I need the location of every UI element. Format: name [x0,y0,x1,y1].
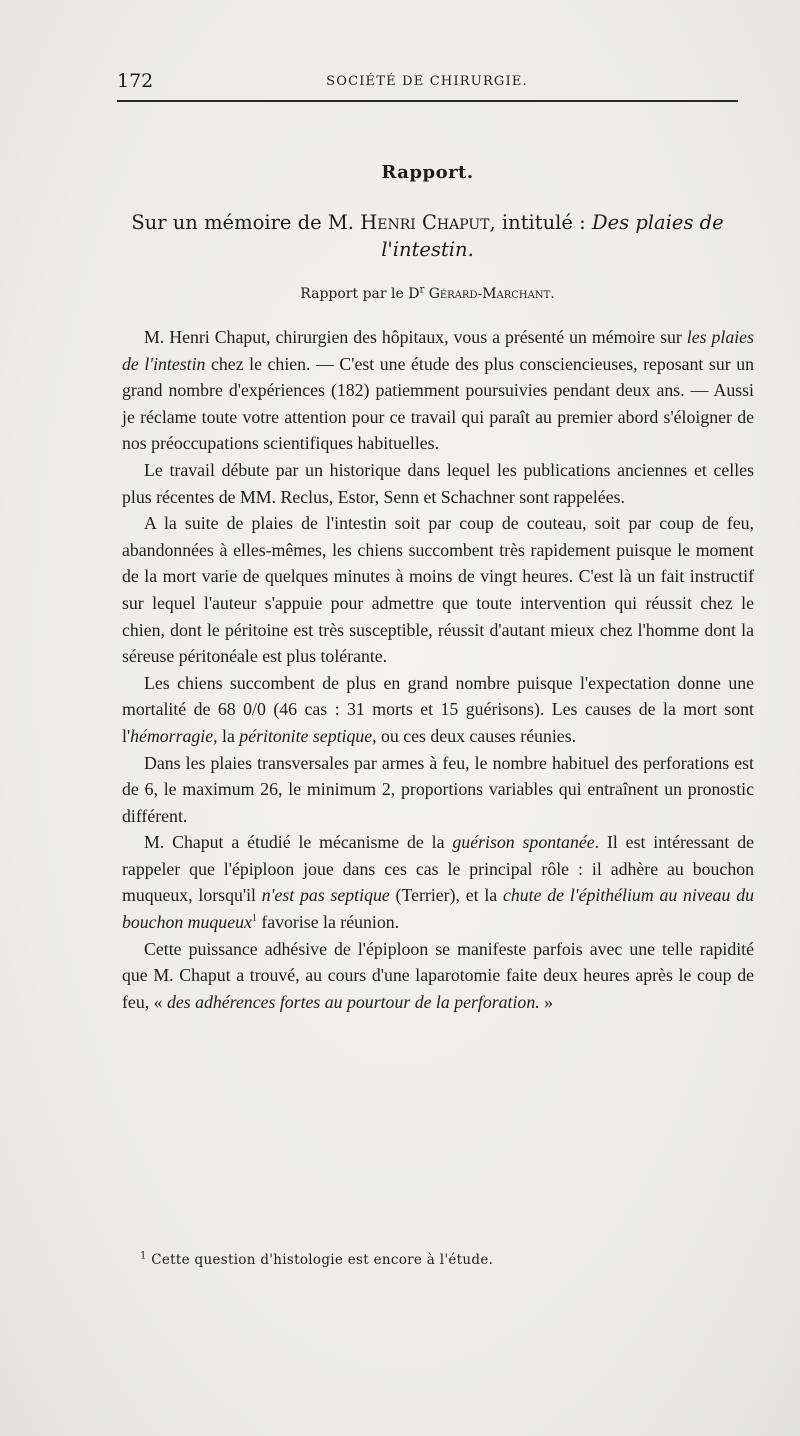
paragraph: A la suite de plaies de l'intestin soit par coup de couteau, soit par coup de feu, abandonnées à elles-mêmes, les chiens succombent très rapidement puisque le moment de la mort varie de quelques minutes à moins de vingt heures. C'est là un fait instructif sur lequel l'auteur s'appuie pour admettre que toute intervention qui réussit chez le chien, dont le péritoine est très susceptible, réussit d'autant mieux chez l'homme dont la séreuse péritonéale est plus tolérante. [122,513,754,667]
header-rule [117,100,738,102]
paragraph: Le travail débute par un historique dans lequel les publications anciennes et celles plus récentes de MM. Reclus, Estor, Senn et Schachner sont rappelées. [122,459,754,507]
subject-author: Henri Chaput [360,211,490,234]
subject-prefix: Sur un mémoire de M. [131,211,355,234]
subject-middle: , intitulé : [489,211,586,234]
footnote-marker: 1 [140,1250,147,1262]
section-title: Rapport. [381,162,474,183]
paragraph: Dans les plaies transversales par armes à feu, le nombre habituel des perforations est de 6, le maximum 26, le minimum 2, proportions variables qui entraînent un pronostic différent. [122,752,754,826]
reporter-line [117,286,738,302]
reporter-sup: r [419,284,425,296]
footnote-ref: 1 [251,913,257,925]
running-head: SOCIÉTÉ DE CHIRURGIE. [326,74,528,89]
paragraph: M. Henri Chaput, chirurgien des hôpitaux, vous a présenté un mémoire sur les plaies de l'intestin chez le chien. — C'est une étude des plus consciencieuses, reposant sur un grand nombre d'expériences (182) patiemment poursuivies pendant deux ans. — Aussi je réclame toute votre attention pour ce travail qui paraît au premier abord s'éloigner de nos préoccupations scientifiques habituelles. [122,327,755,454]
report-subject [117,209,738,263]
page-header [117,70,737,94]
paragraph: Cette puissance adhésive de l'épiploon se manifeste parfois avec une telle rapidité que M. Chaput a trouvé, au cours d'une laparotomie faite deux heures après le coup de feu, « des adhérences fortes au pourtour de la perforation. » [122,938,754,1012]
subject-work-title: Des plaies de l'intestin. [381,211,724,261]
report-body [122,324,754,1015]
reporter-name: Gérard-Marchant. [428,286,555,302]
paragraph: Les chiens succombent de plus en grand nombre puisque l'expectation donne une mortalité de 68 0/0 (46 cas : 31 morts et 15 guérisons). Les causes de la mort sont l'hémorragie, la péritonite septique, ou ces deux causes réunies. [122,672,754,746]
reporter-prefix: Rapport par le D [300,286,420,302]
footnote [140,1252,740,1268]
page-number: 172 [117,70,154,92]
footnote-text: Cette question d'histologie est encore à l'étude. [151,1252,494,1268]
paragraph: M. Chaput a étudié le mécanisme de la guérison spontanée. Il est intéressant de rappeler que l'épiploon joue dans ces cas le principal rôle : il adhère au bouchon muqueux, lorsqu'il n'est pas septique (Terrier), et la chute de l'épithélium au niveau du bouchon muqueux$^1$ favorise la réunion. [122,832,755,933]
